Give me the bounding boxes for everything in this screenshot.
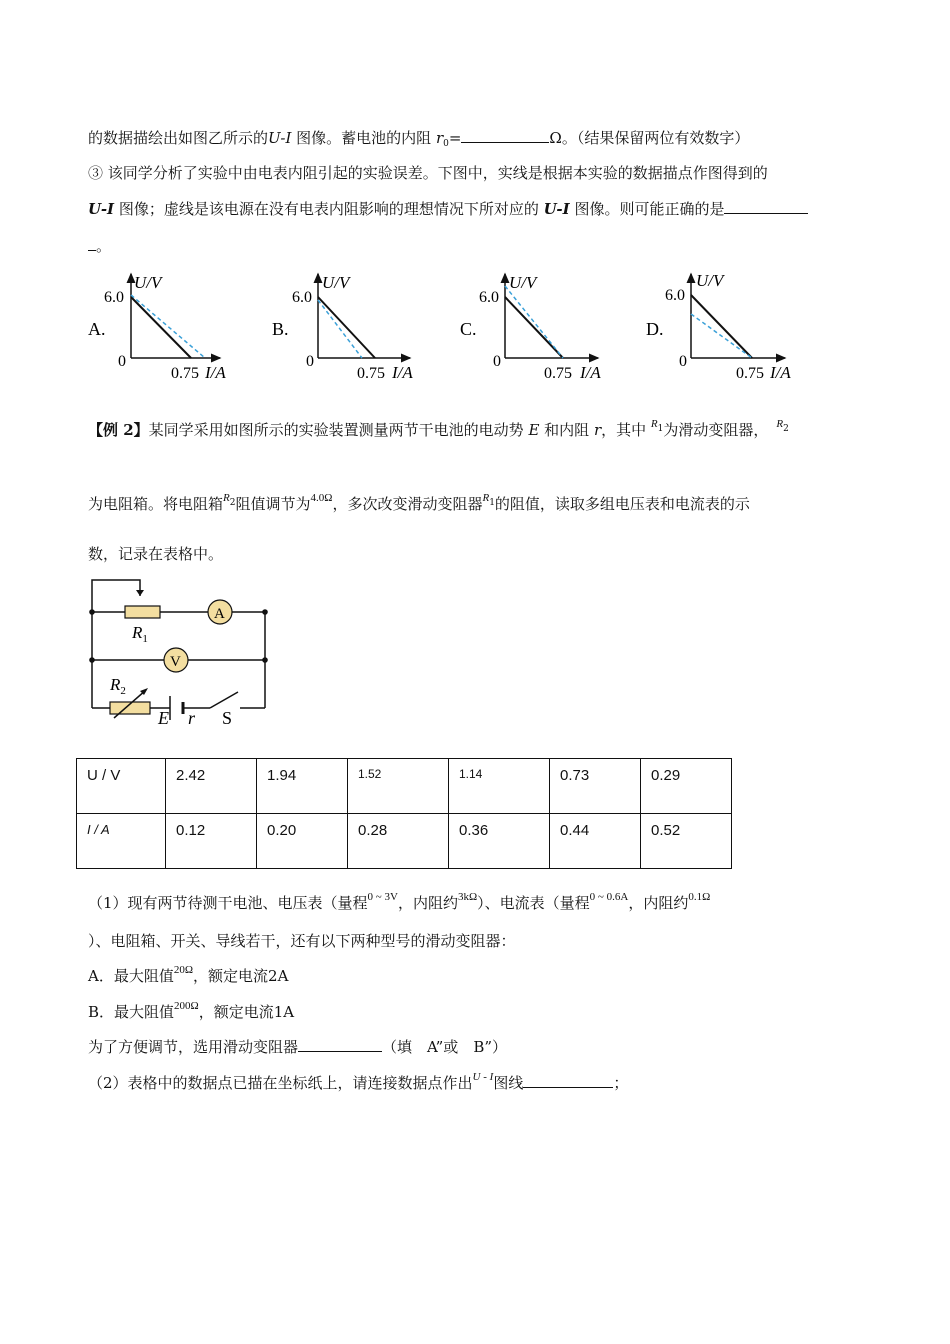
option-a: A．最大阻值$^{20\Omega}$，额定电流2A [88,964,289,985]
x-tick: 0.75 [544,365,572,382]
solid-line [131,297,191,358]
dashed-line [505,286,563,358]
x-axis-label: I/A [770,363,791,382]
graph-a[interactable] [88,273,226,382]
option-label-d: D. [646,319,664,339]
r2-label: $R_2$ [110,675,126,697]
origin: 0 [493,353,501,370]
example-2-line-2: 为电阻箱。将电阻箱$^{R2}$阻值调节为$^{4.0\Omega}$，多次改变滑动变阻器$^{R1}$的阻值，读取多组电压表和电流表的示 [88,492,750,513]
internal-r-label: r [188,708,196,724]
answer-blank-graph-cont[interactable] [88,236,96,251]
graph-b[interactable] [272,273,413,382]
x-axis-label: I/A [580,363,601,382]
y-axis-label: U/V [322,273,350,292]
question-1-line-1: （1）现有两节待测干电池、电压表（量程$^{0 \sim 3V}$，内阻约$^{3k\Omega}$）、电流表（量程$^{0 \sim 0.6A}$，内阻约$^{0.1\Omega}$ [88,891,711,912]
y-axis-label: U/V [696,271,724,290]
circuit-diagram [80,574,280,724]
x-tick: 0.75 [357,365,385,382]
solid-line [505,297,563,358]
origin: 0 [306,353,314,370]
row-label-current: I / A [77,814,166,869]
y-tick: 6.0 [665,287,685,304]
dashed-line [131,295,205,358]
option-b: B．最大阻值$^{200\Omega}$，额定电流1A [88,1000,295,1021]
origin: 0 [118,353,126,370]
x-tick: 0.75 [736,365,764,382]
y-tick: 6.0 [479,289,499,306]
table-row-current: I / A 0.12 0.20 0.28 0.36 0.44 0.52 [77,814,732,869]
graph-c[interactable] [460,273,601,382]
text-line-4: 。 [88,236,111,256]
option-label-c: C. [460,319,477,339]
r1-label: $R_1$ [132,623,148,645]
text-line-2: ③ 该同学分析了实验中由电表内阻引起的实验误差。下图中，实线是根据本实验的数据描点作图得到的 [88,164,768,182]
answer-blank-ui-line[interactable] [523,1073,613,1088]
question-1-line-2: ）、电阻箱、开关、导线若干，还有以下两种型号的滑动变阻器： [88,932,516,950]
y-tick: 6.0 [104,289,124,306]
solid-line [318,297,375,358]
dashed-line [318,300,362,358]
answer-blank-graph[interactable] [724,199,808,214]
dashed-line [691,314,752,358]
table-row-voltage: U / V 2.42 1.94 1.52 1.14 0.73 0.29 [77,759,732,814]
rheostat-r1[interactable] [125,606,160,618]
data-table [76,758,732,869]
switch-label: S [222,708,233,724]
answer-blank-r0[interactable] [461,128,549,143]
option-label-b: B. [272,319,289,339]
x-axis-label: I/A [205,363,226,382]
y-axis-label: U/V [134,273,162,292]
question-1-choice: 为了方便调节，选用滑动变阻器 （填 A”或 B”） [88,1038,508,1056]
emf-label: E [158,708,169,724]
x-tick: 0.75 [171,365,199,382]
y-axis-label: U/V [509,273,537,292]
origin: 0 [679,353,687,370]
voltmeter-label: V [170,654,181,670]
y-tick: 6.0 [292,289,312,306]
example-2-line-1: 【例 2】某同学采用如图所示的实验装置测量两节干电池的电动势 E 和内阻 r，其中 $^{R1}$为滑动变阻器， $^{R2}$ [88,418,789,439]
solid-line [691,295,752,358]
text-line-3: U-I 图像；虚线是该电源在没有电表内阻影响的理想情况下所对应的 U-I 图像。则可能正确的是 [88,199,808,219]
row-label-voltage: U / V [77,759,166,814]
x-axis-label: I/A [392,363,413,382]
example-2-line-3: 数，记录在表格中。 [88,545,224,563]
text-line-1: 的数据描绘出如图乙所示的U-I 图像。蓄电池的内阻 $r_0= \Omega$。（结果保留两位有效数字） [88,129,750,149]
graph-d[interactable] [646,271,791,382]
ammeter-label: A [214,606,225,622]
graph-options [0,262,950,392]
question-2: （2）表格中的数据点已描在坐标纸上，请连接数据点作出$^{U - I}$图线 ； [88,1071,629,1092]
answer-blank-rheostat[interactable] [298,1037,382,1052]
option-label-a: A. [88,319,106,339]
